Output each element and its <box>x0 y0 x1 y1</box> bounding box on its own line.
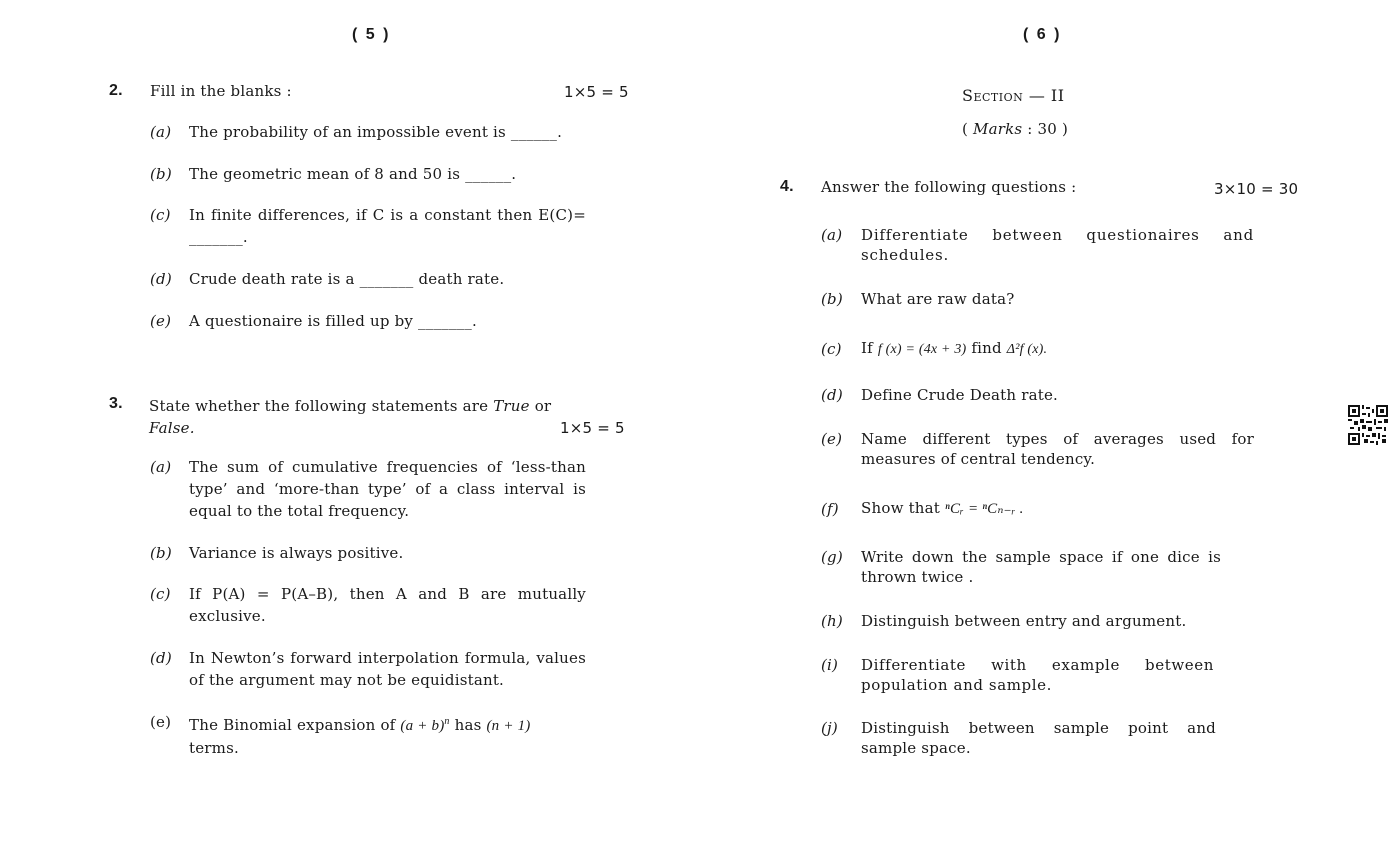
item-text: Variance is always positive. <box>189 544 404 562</box>
item-label: (e) <box>150 312 172 330</box>
question-prompt <box>149 395 589 439</box>
item-label: (i) <box>821 656 839 674</box>
item-text: Distinguish between sample point and sample space. <box>861 719 1216 757</box>
item-label: (e) <box>821 430 843 448</box>
binomial-exponent: n <box>444 716 450 727</box>
item-text: In finite differences, if C is a constant then E(C)= _______. <box>189 206 586 246</box>
prompt-true: True <box>493 397 530 415</box>
item-label: (h) <box>821 612 843 630</box>
item-label: (a) <box>150 458 172 476</box>
text-show-that: Show that <box>861 499 941 517</box>
item-text: A questionaire is filled up by _______. <box>189 312 477 330</box>
text-if: If <box>861 339 873 357</box>
item-text: If P(A) = P(A–B), then A and B are mutually exclusive. <box>189 585 586 625</box>
item-label: (c) <box>821 340 842 358</box>
function-expression: f (x) = (4x + 3) <box>877 342 967 357</box>
item-text: In Newton’s forward interpolation formula, values of the argument may not be equidistant. <box>189 649 586 689</box>
item-text: Differentiate with example between population and sample. <box>861 656 1214 694</box>
item-text: Write down the sample space if one dice is thrown twice . <box>861 548 1221 586</box>
item-label: (e) <box>150 713 172 731</box>
section-marks <box>962 120 1068 138</box>
term-count: (n + 1) <box>486 718 531 734</box>
item-text: The geometric mean of 8 and 50 is ______. <box>189 165 517 183</box>
marks-word: Marks <box>973 120 1023 138</box>
marks-value: : 30 ) <box>1027 120 1068 138</box>
page-number-left: ( 5 ) <box>352 26 391 43</box>
item-label: (d) <box>821 386 843 404</box>
item-text: What are raw data? <box>861 290 1015 308</box>
item-label: (d) <box>150 270 172 288</box>
question-marks: 1×5 = 5 <box>560 419 625 437</box>
item-text-binomial <box>189 711 589 759</box>
item-label: (a) <box>821 226 843 244</box>
delta-expression: Δ²f (x). <box>1006 342 1048 357</box>
combination-identity: ⁿCᵣ = ⁿCₙ₋ᵣ . <box>945 501 1024 517</box>
item-text: Define Crude Death rate. <box>861 386 1059 404</box>
item-text: Distinguish between entry and argument. <box>861 612 1187 630</box>
item-label: (j) <box>821 719 838 737</box>
marks-open: ( <box>962 120 969 138</box>
item-text-finite-difference <box>861 338 1261 360</box>
question-prompt: Answer the following questions : <box>821 178 1077 196</box>
question-number: 3. <box>109 395 123 412</box>
item-label: (b) <box>821 290 843 308</box>
item-text: The probability of an impossible event is ______. <box>189 123 563 141</box>
text-find: find <box>971 339 1002 357</box>
text-before: The Binomial expansion of <box>189 716 396 734</box>
prompt-text: State whether the following statements are <box>149 397 489 415</box>
item-label: (g) <box>821 548 843 566</box>
text-after: terms. <box>189 739 239 757</box>
item-label: (c) <box>150 585 171 603</box>
item-label: (a) <box>150 123 172 141</box>
section-title: Section — II <box>962 86 1065 105</box>
page-number-right: ( 6 ) <box>1023 26 1062 43</box>
question-number: 2. <box>109 82 123 99</box>
prompt-or: or <box>534 397 552 415</box>
item-text: Differentiate between questionaires and schedules. <box>861 226 1254 264</box>
prompt-false: False. <box>149 419 195 437</box>
question-marks: 3×10 = 30 <box>1214 180 1299 198</box>
item-label: (c) <box>150 206 171 224</box>
item-text: Name different types of averages used for measures of central tendency. <box>861 430 1254 468</box>
item-text-combination <box>861 498 1261 519</box>
item-label: (f) <box>821 500 839 518</box>
item-label: (b) <box>150 165 172 183</box>
question-number: 4. <box>780 178 794 195</box>
qr-code <box>1348 405 1388 445</box>
item-label: (d) <box>150 649 172 667</box>
question-marks: 1×5 = 5 <box>564 83 629 101</box>
item-text: Crude death rate is a _______ death rate. <box>189 270 505 288</box>
item-label: (b) <box>150 544 172 562</box>
item-text: The sum of cumulative frequencies of ‘less-than type’ and ‘more-than type’ of a class interval is equal to the total frequency. <box>189 458 586 520</box>
question-prompt: Fill in the blanks : <box>150 82 292 100</box>
text-mid: has <box>454 716 482 734</box>
binomial-expression: (a + b) <box>400 718 445 734</box>
